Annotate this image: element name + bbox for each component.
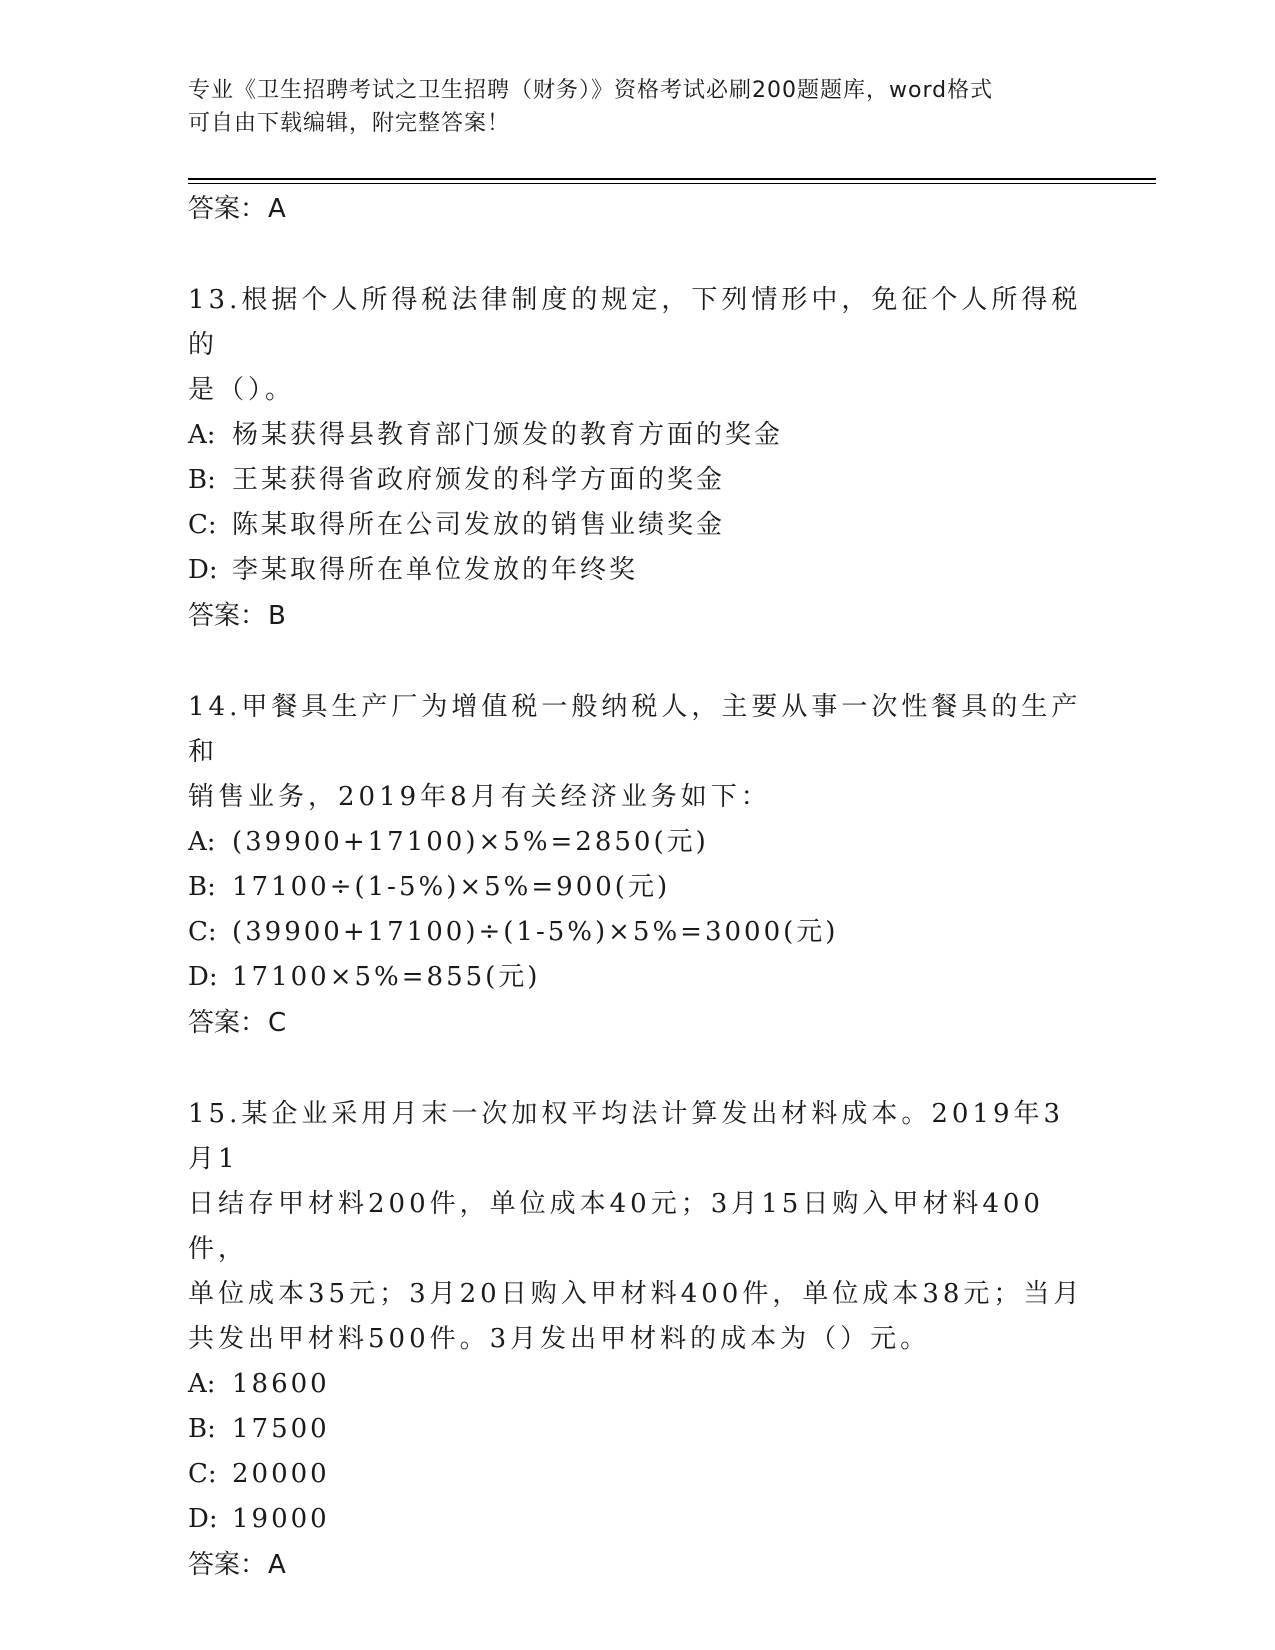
option-b [188, 1407, 1088, 1452]
question-stem [188, 685, 1088, 820]
option-letter: B: [188, 1414, 216, 1444]
answer-label: 答案： [188, 194, 267, 224]
header-line: 可自由下载编辑，附完整答案！ [188, 111, 511, 136]
option-a [188, 413, 1088, 458]
option-text: 17100×5%=855(元) [232, 962, 541, 992]
option-letter: A: [188, 420, 216, 450]
option-b [188, 865, 1088, 910]
option-text: 19000 [232, 1504, 330, 1534]
question-stem-line: 13.根据个人所得税法律制度的规定，下列情形中，免征个人所得税的 [188, 285, 1082, 360]
option-a [188, 1362, 1088, 1407]
answer-value: C [268, 1008, 287, 1038]
option-b [188, 458, 1088, 503]
answer-label: 答案： [188, 601, 267, 631]
option-text: 杨某获得县教育部门颁发的教育方面的奖金 [232, 420, 784, 450]
previous-answer [188, 186, 1088, 232]
question-stem-line: 14.甲餐具生产厂为增值税一般纳税人，主要从事一次性餐具的生产和 [188, 692, 1082, 767]
spacer [188, 639, 1088, 685]
header-divider-thin [188, 183, 1156, 184]
option-text: 17100÷(1-5%)×5%=900(元) [232, 872, 671, 902]
header-divider [188, 178, 1156, 180]
option-text: 李某取得所在单位发放的年终奖 [232, 555, 639, 585]
option-text: (39900+17100)×5%=2850(元) [232, 827, 709, 857]
option-text: 18600 [232, 1369, 330, 1399]
option-letter: C: [188, 1459, 217, 1489]
question-stem-line: 共发出甲材料500件。3月发出甲材料的成本为（）元。 [188, 1324, 931, 1354]
option-d [188, 548, 1088, 593]
option-letter: A: [188, 827, 216, 857]
question-list [188, 186, 1088, 1588]
question-stem-line: 日结存甲材料200件，单位成本40元；3月15日购入甲材料400件， [188, 1189, 1044, 1264]
option-letter: B: [188, 465, 216, 495]
question-block [188, 1092, 1088, 1588]
question-answer [188, 1000, 1088, 1046]
option-text: 陈某取得所在公司发放的销售业绩奖金 [232, 510, 726, 540]
option-letter: D: [188, 555, 218, 585]
answer-value: A [268, 1550, 286, 1580]
option-letter: B: [188, 872, 216, 902]
option-d [188, 1497, 1088, 1542]
spacer [188, 1046, 1088, 1092]
option-letter: A: [188, 1369, 216, 1399]
option-letter: D: [188, 1504, 218, 1534]
question-block [188, 685, 1088, 1046]
answer-label: 答案： [188, 1008, 267, 1038]
option-letter: C: [188, 510, 217, 540]
question-answer [188, 1542, 1088, 1588]
option-text: 王某获得省政府颁发的科学方面的奖金 [232, 465, 726, 495]
option-text: 17500 [232, 1414, 330, 1444]
option-letter: D: [188, 962, 218, 992]
question-answer [188, 593, 1088, 639]
answer-value: B [268, 601, 286, 631]
option-d [188, 955, 1088, 1000]
option-a [188, 820, 1088, 865]
option-c [188, 1452, 1088, 1497]
answer-value: A [268, 194, 286, 224]
header-line: 专业《卫生招聘考试之卫生招聘（财务）》资格考试必刷200题题库，word格式 [188, 78, 994, 103]
option-c [188, 910, 1088, 955]
document-header [188, 74, 1068, 140]
question-block [188, 278, 1088, 639]
answer-label: 答案： [188, 1550, 267, 1580]
question-stem-line: 销售业务，2019年8月有关经济业务如下： [188, 782, 771, 812]
question-stem [188, 278, 1088, 413]
spacer [188, 232, 1088, 278]
option-c [188, 503, 1088, 548]
option-text: 20000 [232, 1459, 330, 1489]
option-letter: C: [188, 917, 217, 947]
question-stem-line: 单位成本35元；3月20日购入甲材料400件，单位成本38元；当月 [188, 1279, 1084, 1309]
question-stem [188, 1092, 1088, 1362]
question-stem-line: 是（）。 [188, 375, 296, 405]
question-stem-line: 15.某企业采用月末一次加权平均法计算发出材料成本。2019年3月1 [188, 1099, 1065, 1174]
option-text: (39900+17100)÷(1-5%)×5%=3000(元) [232, 917, 839, 947]
